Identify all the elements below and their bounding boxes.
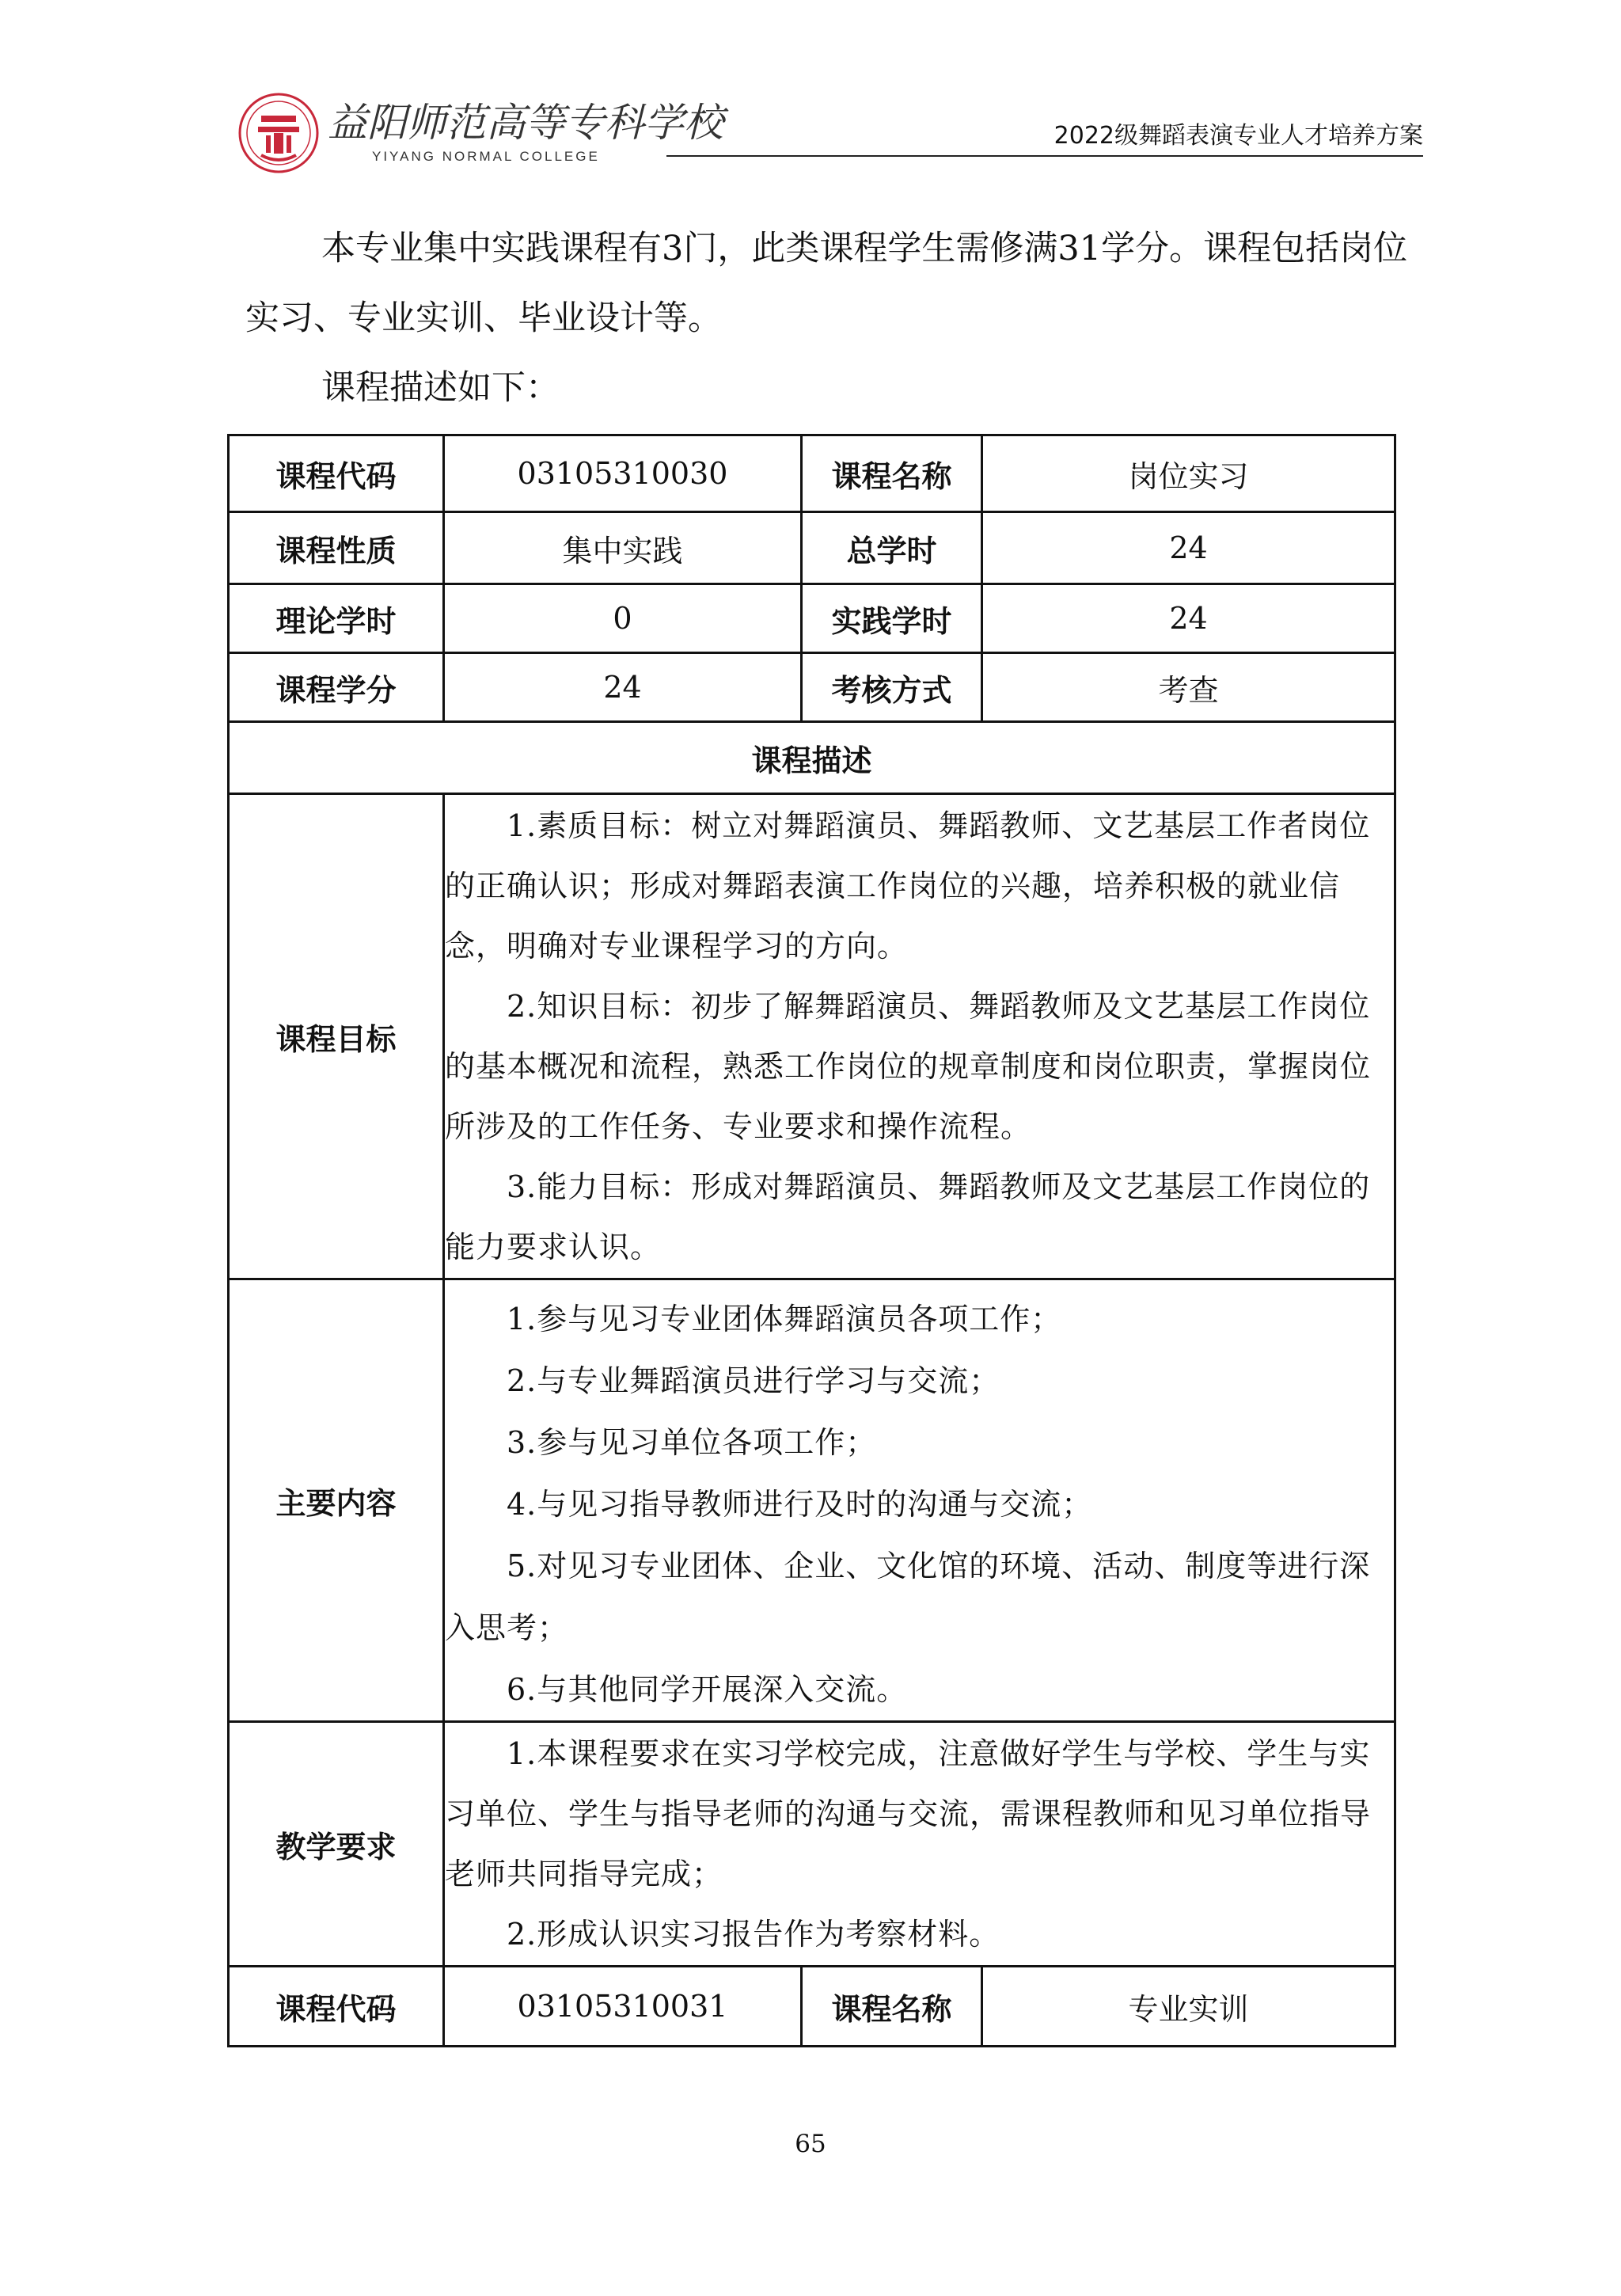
practice-hours: 24 — [982, 584, 1395, 653]
theory-hours: 0 — [444, 584, 802, 653]
course-name-label: 课程名称 — [802, 435, 982, 512]
assessment-label: 考核方式 — [802, 653, 982, 722]
description-header: 课程描述 — [229, 722, 1395, 794]
header-divider — [666, 155, 1423, 157]
goal-item: 3.能力目标：形成对舞蹈演员、舞蹈教师及文艺基层工作岗位的能力要求认识。 — [445, 1169, 1371, 1264]
requirement-item: 1.本课程要求在实习学校完成，注意做好学生与学校、学生与实习单位、学生与指导老师的沟通与交流，需课程教师和见习单位指导老师共同指导完成； — [445, 1736, 1372, 1891]
table-row — [229, 653, 1395, 722]
course-code: 03105310030 — [444, 435, 802, 512]
table-row — [229, 584, 1395, 653]
content-item: 2.与专业舞蹈演员进行学习与交流； — [507, 1363, 1000, 1398]
requirements-label: 教学要求 — [229, 1722, 444, 1967]
goal-item: 1.素质目标：树立对舞蹈演员、舞蹈教师、文艺基层工作者岗位的正确认识；形成对舞蹈表演工作岗位的兴趣，培养积极的就业信念，明确对专业课程学习的方向。 — [445, 808, 1371, 964]
intro-paragraph: 本专业集中实践课程有3门，此类课程学生需修满31学分。课程包括岗位实习、专业实训、毕业设计等。 — [245, 229, 1408, 338]
goal-item: 2.知识目标：初步了解舞蹈演员、舞蹈教师及文艺基层工作岗位的基本概况和流程，熟悉工作岗位的规章制度和岗位职责，掌握岗位所涉及的工作任务、专业要求和操作流程。 — [445, 989, 1372, 1144]
total-hours-label: 总学时 — [802, 512, 982, 584]
table-row — [229, 1967, 1395, 2047]
document-title: 2022级舞蹈表演专业人才培养方案 — [1053, 122, 1423, 150]
svg-text:益阳师范高等专科学校: 益阳师范高等专科学校 — [328, 100, 723, 146]
school-name-calligraphy — [326, 97, 723, 147]
content-item: 4.与见习指导教师进行及时的沟通与交流； — [507, 1487, 1093, 1522]
school-seal-icon — [237, 92, 320, 174]
page-header — [0, 0, 1621, 166]
page-number: 65 — [795, 2130, 826, 2158]
course-code: 03105310031 — [444, 1967, 802, 2047]
course-table — [227, 434, 1396, 2047]
requirements-content — [444, 1722, 1395, 1967]
total-hours: 24 — [982, 512, 1395, 584]
intro-lead: 课程描述如下： — [321, 368, 560, 408]
course-nature: 集中实践 — [444, 512, 802, 584]
content-item: 3.参与见习单位各项工作； — [507, 1425, 877, 1460]
practice-hours-label: 实践学时 — [802, 584, 982, 653]
course-name: 岗位实习 — [982, 435, 1395, 512]
table-row — [229, 512, 1395, 584]
content-item: 1.参与见习专业团体舞蹈演员各项工作； — [507, 1302, 1062, 1336]
table-row — [229, 1279, 1395, 1722]
course-code-label: 课程代码 — [229, 1967, 444, 2047]
requirement-item: 2.形成认识实习报告作为考察材料。 — [507, 1917, 1000, 1952]
content-label: 主要内容 — [229, 1279, 444, 1722]
school-english-name: YIYANG NORMAL COLLEGE — [372, 149, 600, 164]
content-item: 5.对见习专业团体、企业、文化馆的环境、活动、制度等进行深入思考； — [445, 1549, 1371, 1645]
credit: 24 — [444, 653, 802, 722]
course-name: 专业实训 — [982, 1967, 1395, 2047]
course-nature-label: 课程性质 — [229, 512, 444, 584]
credit-label: 课程学分 — [229, 653, 444, 722]
table-row — [229, 435, 1395, 512]
table-row — [229, 722, 1395, 794]
goals-content — [444, 794, 1395, 1279]
intro-text — [245, 214, 1425, 423]
goals-label: 课程目标 — [229, 794, 444, 1279]
table-row — [229, 1722, 1395, 1967]
content-item: 6.与其他同学开展深入交流。 — [507, 1672, 908, 1707]
theory-hours-label: 理论学时 — [229, 584, 444, 653]
course-code-label: 课程代码 — [229, 435, 444, 512]
main-content — [444, 1279, 1395, 1722]
course-name-label: 课程名称 — [802, 1967, 982, 2047]
assessment: 考查 — [982, 653, 1395, 722]
table-row — [229, 794, 1395, 1279]
